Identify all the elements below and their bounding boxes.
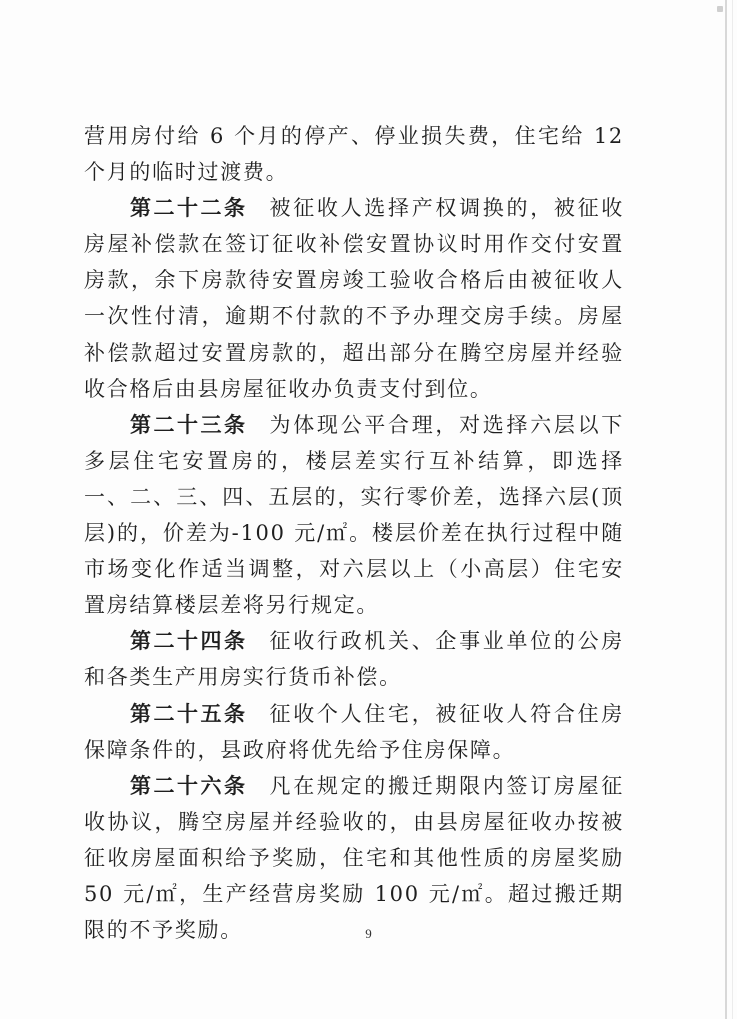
article-heading: 第二十四条 — [130, 629, 248, 654]
paragraph-text: 营用房付给 6 个月的停产、停业损失费，住宅给 12 个月的临时过渡费。 — [84, 124, 624, 185]
scan-corner-mark — [717, 6, 723, 12]
article-22-paragraph — [84, 190, 624, 407]
article-heading: 第二十三条 — [130, 412, 248, 437]
article-heading: 第二十六条 — [130, 773, 248, 798]
article-26-paragraph — [84, 768, 624, 948]
paragraph-text: 征收个人住宅，被征收人符合住房保障条件的，县政府将优先给予住房保障。 — [84, 701, 624, 762]
page-number: 9 — [365, 926, 372, 941]
paragraph-continuation — [84, 118, 624, 190]
page-edge-line — [732, 0, 733, 1019]
article-heading: 第二十二条 — [130, 196, 248, 221]
article-24-paragraph — [84, 623, 624, 695]
page-edge-shadow — [725, 0, 727, 1019]
paragraph-text: 征收行政机关、企事业单位的公房和各类生产用房实行货币补偿。 — [84, 629, 624, 690]
paragraph-text: 为体现公平合理，对选择六层以下多层住宅安置房的，楼层差实行互补结算，即选择一、二、三、四、五层的，实行零价差，选择六层(顶层)的，价差为-100 元/㎡。楼层价差在执行过程中随市场变化作适当调整，对六层以上（小高层）住宅安置房结算楼层差将另行规定。 — [84, 412, 624, 618]
document-body — [84, 118, 624, 948]
paragraph-text: 被征收人选择产权调换的，被征收房屋补偿款在签订征收补偿安置协议时用作交付安置房款，余下房款待安置房竣工验收合格后由被征收人一次性付清，逾期不付款的不予办理交房手续。房屋补偿款超过安置房款的，超出部分在腾空房屋并经验收合格后由县房屋征收办负责支付到位。 — [84, 196, 624, 401]
paragraph-text: 凡在规定的搬迁期限内签订房屋征收协议，腾空房屋并经验收的，由县房屋征收办按被征收房屋面积给予奖励，住宅和其他性质的房屋奖励 50 元/㎡，生产经营房奖励 100 元/㎡。超过搬迁期限的不予奖励。 — [84, 773, 624, 943]
article-23-paragraph — [84, 407, 624, 624]
article-heading: 第二十五条 — [130, 701, 248, 726]
article-25-paragraph — [84, 696, 624, 768]
